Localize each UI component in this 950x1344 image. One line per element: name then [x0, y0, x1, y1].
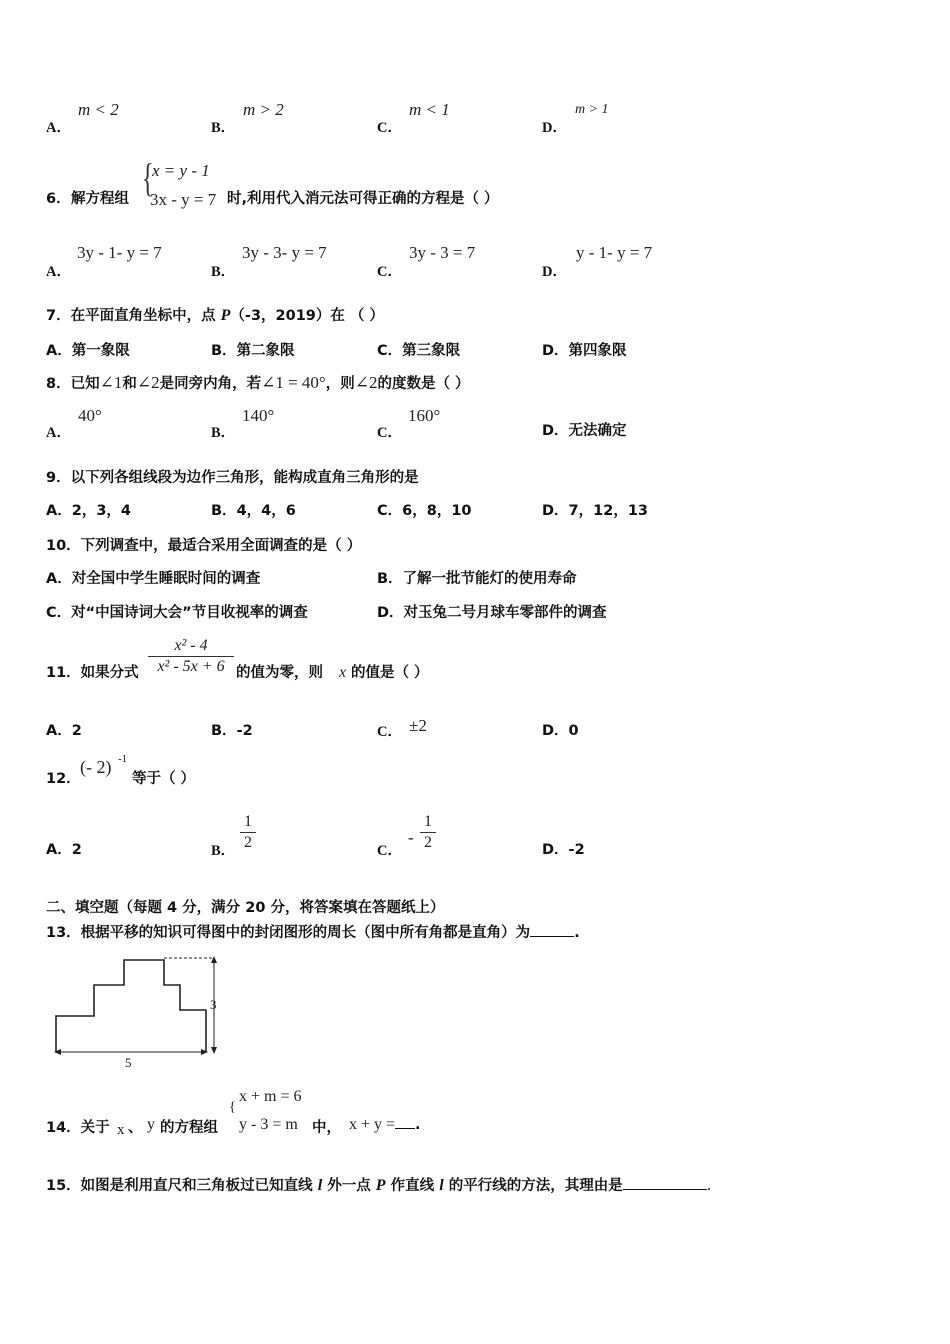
q15-text-2: 外一点: [322, 1178, 376, 1194]
q5-option-c-label: C．: [377, 120, 402, 136]
q8-text-3: 是同旁内角，若: [159, 376, 262, 392]
q13-right-dim-arrow-top: [211, 956, 217, 963]
q10-option-b-label: B．: [377, 571, 403, 587]
q14-brace: {: [229, 1100, 236, 1115]
q11-option-b-label: B．: [211, 723, 237, 739]
q7-option-a: [46, 339, 130, 360]
q8-option-a-text: 40°: [78, 406, 102, 425]
q10-option-c: [46, 601, 308, 622]
q6-option-a-text: 3y - 1- y = 7: [77, 243, 162, 262]
q6-option-b-text: 3y - 3- y = 7: [242, 243, 327, 262]
q15-text-1: 15．如图是利用直尺和三角板过已知直线: [46, 1178, 318, 1194]
q11-denominator: x² - 5x + 6: [157, 658, 225, 675]
q13-text: 13．根据平移的知识可得图中的封闭图形的周长（图中所有角都是直角）为: [46, 925, 531, 941]
q12-option-b-label: B．: [211, 843, 236, 859]
q8-option-a-label: A．: [46, 425, 71, 441]
q10-option-a-text: 对全国中学生睡眠时间的调查: [71, 571, 261, 587]
q6-option-b-label: B．: [211, 264, 236, 280]
q11-option-c-text: ±2: [409, 716, 427, 735]
q11-option-c-label: C．: [377, 724, 402, 740]
q8-option-d: [542, 419, 627, 440]
q15-stem: [46, 1174, 711, 1195]
q11-text-2: 的值为零，则: [236, 665, 323, 681]
q8-text-1: 8．已知: [46, 376, 100, 392]
q7-option-b-label: B．: [211, 343, 237, 359]
q10-option-b-text: 了解一批节能灯的使用寿命: [402, 571, 577, 587]
q14-text-3: 中，: [312, 1120, 341, 1136]
q6-brace: {: [142, 155, 154, 200]
q9-stem: 9．以下列各组线段为边作三角形，能构成直角三角形的是: [46, 470, 419, 486]
q5-option-b-label: B．: [211, 120, 236, 136]
q15-end: .: [706, 1178, 712, 1194]
q14-separator: 、: [128, 1120, 143, 1136]
q9-option-b-text: 4，4，6: [236, 503, 296, 519]
q13-dim-bottom-label: 5: [125, 1055, 132, 1070]
q6-option-c-label: C．: [377, 264, 402, 280]
q13-bottom-dim-arrow-left: [54, 1049, 61, 1055]
q9-option-d-text: 7，12，13: [568, 503, 648, 519]
q13-right-dim-arrow-bottom: [211, 1047, 217, 1054]
q15-text-3: 作直线: [385, 1178, 440, 1194]
q15-text-4: 的平行线的方法，其理由是: [443, 1178, 623, 1194]
q8-stem: [46, 372, 470, 393]
q8-angle-3: ∠2: [354, 373, 378, 392]
q5-option-c-text: m < 1: [409, 100, 450, 119]
q8-option-b-text: 140°: [242, 406, 275, 425]
q10-option-c-text: 对“中国诗词大会”节目收视率的调查: [71, 605, 308, 621]
q15-point-p: P: [375, 1177, 386, 1194]
q12-option-c-label: C．: [377, 843, 402, 859]
q14-eq1: x + m = 6: [239, 1088, 302, 1105]
q8-option-d-label: D．: [542, 423, 569, 439]
q5-option-d-text: m > 1: [575, 102, 609, 117]
q10-option-d-label: D．: [377, 605, 404, 621]
q12-option-a: [46, 838, 82, 859]
q9-option-d-label: D．: [542, 503, 569, 519]
q12-option-c-bar: [420, 832, 436, 833]
q12-option-b-denominator: 2: [244, 834, 252, 851]
q6-suffix: 时,利用代入消元法可得正确的方程是（ ）: [227, 191, 499, 207]
q7-option-b-text: 第二象限: [236, 343, 295, 359]
q11-variable: x: [339, 664, 347, 681]
q13-stem: [46, 921, 580, 942]
q14-variable-y: y: [147, 1116, 155, 1133]
q10-option-c-label: C．: [46, 605, 72, 621]
q7-option-a-label: A．: [46, 343, 72, 359]
q6-eq2: 3x - y = 7: [150, 190, 217, 209]
q9-option-a-text: 2，3，4: [71, 503, 132, 519]
q9-option-b-label: B．: [211, 503, 237, 519]
q5-option-a-label: A．: [46, 120, 71, 136]
q12-option-c-numerator: 1: [424, 813, 432, 830]
section-2-heading: 二、填空题（每题 4 分，满分 20 分，将答案填在答题纸上）: [46, 900, 445, 916]
q14-text-2: 的方程组: [160, 1120, 218, 1136]
q8-angle-2: ∠2: [136, 373, 160, 392]
q6-number: 6．: [46, 191, 71, 207]
q13-dim-right-label: 3: [210, 997, 217, 1012]
q11-text-3: 的值是（ ）: [351, 665, 429, 681]
q10-option-d-text: 对玉兔二号月球车零部件的调查: [403, 605, 607, 621]
q13-staircase-outline: [56, 960, 206, 1052]
q11-option-a: [46, 719, 82, 740]
q12-option-a-text: 2: [71, 842, 82, 858]
q15-line-l-1: l: [317, 1177, 323, 1194]
q5-option-b-text: m > 2: [243, 100, 284, 119]
q7-option-d-text: 第四象限: [568, 343, 627, 359]
q7-option-b: [211, 339, 295, 360]
q7-option-a-text: 第一象限: [71, 343, 130, 359]
q6-option-a-label: A．: [46, 264, 71, 280]
q12-option-c-fraction: [420, 813, 436, 852]
q11-fraction: [148, 637, 234, 676]
q11-text-1: 11．如果分式: [46, 665, 139, 681]
q10-option-a-label: A．: [46, 571, 72, 587]
q14-expression: x + y =: [349, 1116, 396, 1133]
q13-bottom-dim-arrow-right: [201, 1049, 208, 1055]
q11-option-d-label: D．: [542, 723, 569, 739]
q11-option-a-label: A．: [46, 723, 72, 739]
q7-option-d-label: D．: [542, 343, 569, 359]
q6-eq1: x = y - 1: [152, 161, 210, 180]
q11-option-d: [542, 719, 579, 740]
q15-answer-blank[interactable]: [623, 1189, 707, 1190]
q14-answer-blank[interactable]: [395, 1128, 415, 1129]
q14-text-1: 14．关于: [46, 1120, 110, 1136]
q12-option-c-denominator: 2: [424, 834, 432, 851]
q12-option-d-text: -2: [568, 842, 585, 858]
q12-option-b-numerator: 1: [244, 813, 252, 830]
q11-option-b: [211, 719, 253, 740]
q11-option-a-text: 2: [71, 723, 82, 739]
q12-option-b-fraction: [240, 813, 256, 852]
q12-option-d: [542, 838, 585, 859]
q6-option-d-label: D．: [542, 264, 567, 280]
q11-numerator: x² - 4: [174, 637, 208, 654]
q8-text-4: ，则: [325, 376, 355, 392]
q8-option-d-text: 无法确定: [568, 423, 627, 439]
q6-option-c-text: 3y - 3 = 7: [409, 243, 476, 262]
q10-option-b: [377, 567, 577, 588]
q12-expression-base: (- 2): [80, 757, 112, 777]
q6-option-d-text: y - 1- y = 7: [576, 243, 653, 262]
q8-option-b-label: B．: [211, 425, 236, 441]
q12-option-d-label: D．: [542, 842, 569, 858]
q14-end: .: [415, 1117, 421, 1133]
q7-option-c-text: 第三象限: [402, 343, 461, 359]
q12-text-2: 等于（ ）: [132, 771, 196, 787]
q9-option-c: [377, 499, 472, 520]
q9-option-d: [542, 499, 648, 520]
q14-eq2: y - 3 = m: [239, 1116, 298, 1133]
q8-angle-1: ∠1: [99, 373, 123, 392]
q10-option-d: [377, 601, 607, 622]
q8-condition: ∠1 = 40°: [261, 373, 326, 392]
q12-option-a-label: A．: [46, 842, 72, 858]
q6-prefix: 解方程组: [71, 191, 129, 207]
q5-option-d-label: D．: [542, 120, 567, 136]
q12-option-c-sign: -: [408, 828, 414, 847]
q7-option-c-label: C．: [377, 343, 403, 359]
q9-option-c-text: 6，8，10: [402, 503, 472, 519]
q11-option-d-text: 0: [568, 723, 579, 739]
q7-stem: [46, 304, 384, 325]
q13-answer-blank[interactable]: [530, 936, 574, 937]
q7-text-a: 7．在平面直角坐标中，点: [46, 308, 221, 324]
q7-text-b: （-3，2019）在 （ ）: [230, 308, 384, 324]
q12-option-b-bar: [240, 832, 256, 833]
q7-option-d: [542, 339, 627, 360]
q14-variable-x: x: [117, 1122, 125, 1138]
q7-point: P: [220, 307, 231, 324]
q8-text-5: 的度数是（ ）: [377, 376, 470, 392]
q9-option-c-label: C．: [377, 503, 403, 519]
q7-option-c: [377, 339, 460, 360]
q9-option-a: [46, 499, 131, 520]
q8-option-c-label: C．: [377, 425, 402, 441]
q5-option-a-text: m < 2: [78, 100, 119, 119]
q10-option-a: [46, 567, 260, 588]
q8-option-c-text: 160°: [408, 406, 441, 425]
q10-stem: 10．下列调查中，最适合采用全面调查的是（ ）: [46, 538, 362, 554]
q11-fraction-bar: [148, 656, 234, 657]
q8-text-2: 和: [122, 376, 137, 392]
q14-answer-expression: [349, 1116, 421, 1134]
q15-line-l-2: l: [439, 1177, 444, 1194]
q12-expression-exponent: -1: [118, 753, 128, 765]
q12-number: 12．: [46, 771, 81, 787]
q9-option-b: [211, 499, 296, 520]
q11-option-b-text: -2: [236, 723, 253, 739]
q13-end: .: [574, 925, 580, 941]
q9-option-a-label: A．: [46, 503, 72, 519]
q13-figure: [44, 950, 234, 1072]
